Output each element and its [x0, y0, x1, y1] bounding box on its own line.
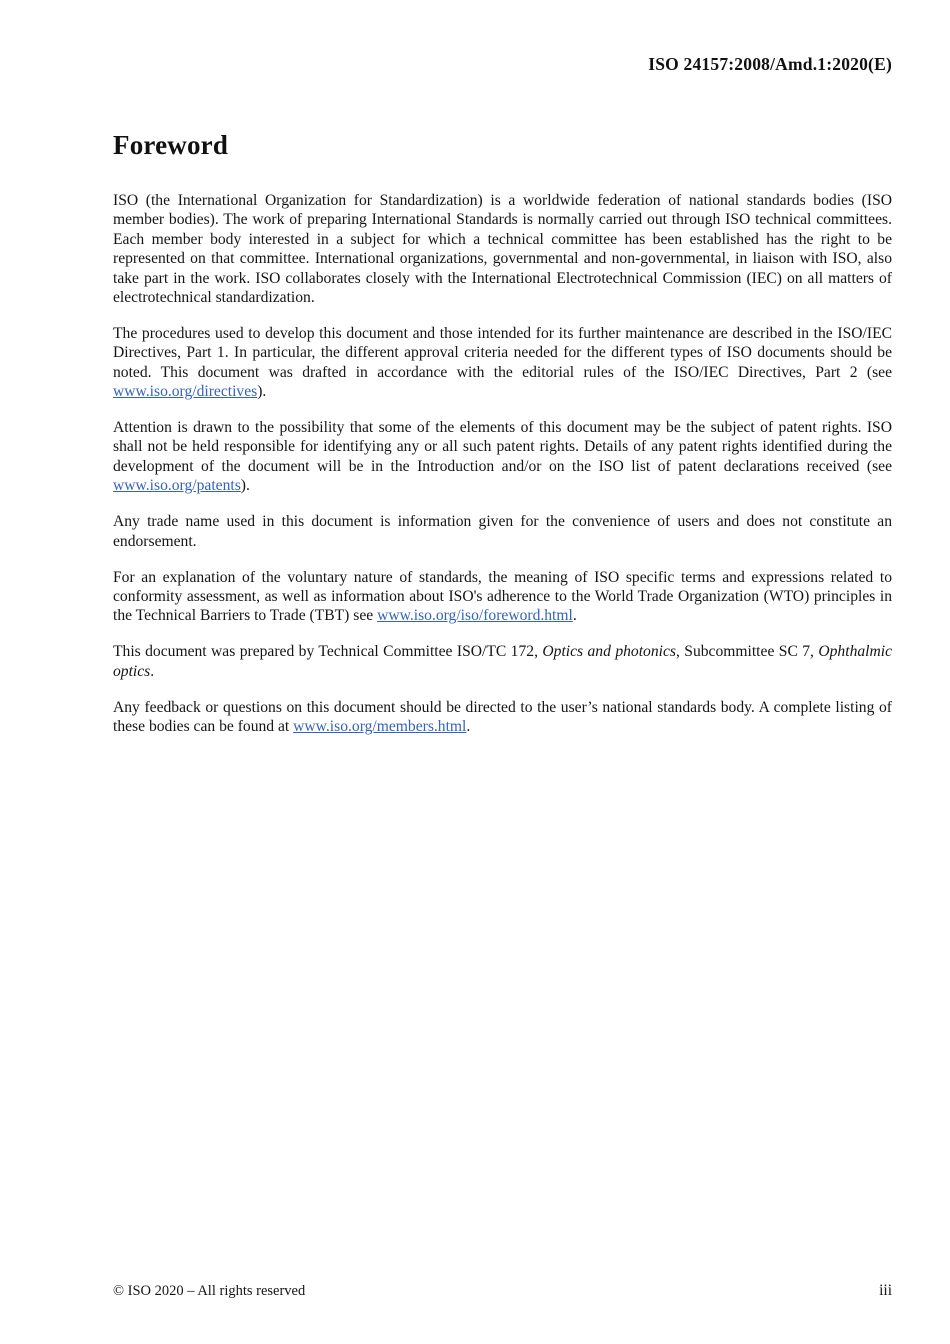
paragraph — [113, 568, 892, 626]
hyperlink[interactable]: www.iso.org/iso/foreword.html — [377, 607, 573, 625]
page-content — [113, 130, 892, 753]
text-run: ISO (the International Organization for Standardization) is a worldwide federation of national standards bodies (ISO member bodies). The work of preparing International Standards is normally carried out through ISO technical committees. Each member body interested in a subject for which a technical committee has been established has the right to be represented on that committee. International organizations, governmental and non-governmental, in liaison with ISO, also take part in the work. ISO collaborates closely with the International Electrotechnical Commission (IEC) on all matters of electrotechnical standardization. — [113, 192, 892, 307]
text-run: The procedures used to develop this document and those intended for its further maintenance are described in the ISO/IEC Directives, Part 1. In particular, the different approval criteria needed for the different types of ISO documents should be noted. This document was drafted in accordance with the editorial rules of the ISO/IEC Directives, Part 2 (see — [113, 324, 892, 381]
text-run: . — [466, 717, 471, 735]
text-run: This document was prepared by Technical Committee ISO/TC 172, — [113, 643, 543, 661]
paragraph — [113, 418, 892, 496]
paragraph — [113, 698, 892, 737]
hyperlink[interactable]: www.iso.org/patents — [113, 477, 241, 495]
hyperlink[interactable]: www.iso.org/directives — [113, 383, 258, 401]
italic-text: Optics and photonics — [542, 643, 676, 661]
text-run: For an explanation of the voluntary nature of standards, the meaning of ISO specific terms and expressions related to conformity assessment, as well as information about ISO's adherence to the World Trade Organization (WTO) principles in the Technical Barriers to Trade (TBT) see — [113, 568, 892, 625]
text-run: . — [572, 607, 577, 625]
page-footer — [113, 1282, 892, 1300]
paragraph — [113, 324, 892, 402]
copyright-notice: © ISO 2020 – All rights reserved — [113, 1283, 306, 1299]
text-run: Attention is drawn to the possibility that some of the elements of this document may be the subject of patent rights. ISO shall not be held responsible for identifying any or all such patent rights. Details of any patent rights identified during the development of the document will be in the Introduction and/or on the ISO list of patent declarations received (see — [113, 419, 892, 475]
text-run: . — [150, 662, 155, 680]
document-reference-header: ISO 24157:2008/Amd.1:2020(E) — [648, 54, 892, 74]
text-run: Any feedback or questions on this document should be directed to the user’s national standards body. A complete listing of these bodies can be found at — [113, 698, 892, 735]
text-run: ). — [257, 383, 267, 401]
page-title: Foreword — [113, 130, 229, 160]
paragraph — [113, 191, 892, 307]
foreword-paragraphs — [113, 191, 892, 736]
text-run: ). — [240, 477, 250, 495]
italic-text: Ophthalmic optics — [113, 643, 893, 680]
text-run: , Subcommittee SC 7, — [675, 643, 819, 661]
page-number: iii — [879, 1282, 892, 1299]
paragraph — [113, 512, 892, 551]
text-run: Any trade name used in this document is information given for the convenience of users and does not constitute an endorsement. — [113, 513, 892, 550]
paragraph — [113, 642, 892, 681]
hyperlink[interactable]: www.iso.org/members.html — [293, 717, 467, 735]
